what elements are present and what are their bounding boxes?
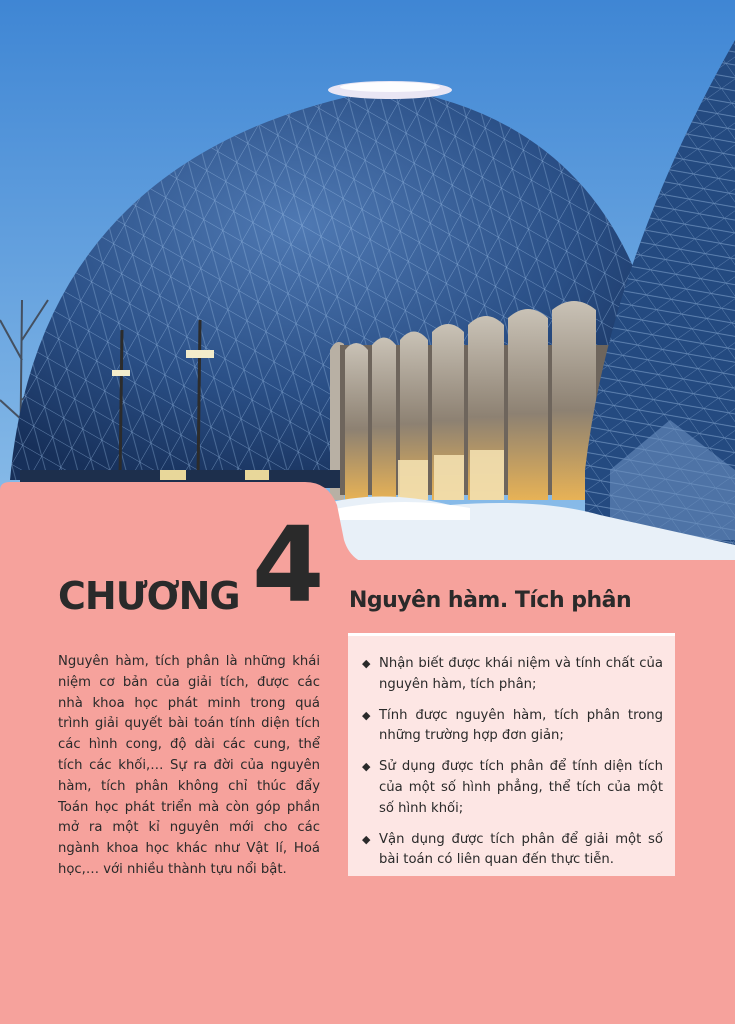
chapter-title: Nguyên hàm. Tích phân: [349, 588, 632, 613]
objective-item: [362, 654, 663, 696]
diamond-bullet-icon: ◆: [362, 760, 371, 774]
diamond-bullet-icon: ◆: [362, 708, 371, 722]
chapter-label: CHƯƠNG: [58, 574, 240, 618]
diamond-bullet-icon: ◆: [362, 832, 371, 846]
chapter-intro-paragraph: Nguyên hàm, tích phân là những khái niệm cơ bản của giải tích, được các nhà khoa học phát minh trong quá trình giải quyết bài toán tính diện tích các hình cong, độ dài các cung, thể tích các khối,… Sự ra đời của nguyên hàm, tích phân không chỉ thúc đẩy Toán học phát triển mà còn góp phần mở ra một kỉ nguyên mới cho các ngành khoa học khác như Vật lí, Hoá học,… với nhiều thành tựu nổi bật.: [58, 654, 320, 877]
objective-item: [362, 706, 663, 748]
objective-item: [362, 757, 663, 819]
chapter-number: 4: [252, 504, 325, 626]
learning-objectives-box: [348, 633, 675, 876]
objective-item: [362, 830, 663, 872]
objective-text: Nhận biết được khái niệm và tính chất của nguyên hàm, tích phân;: [379, 656, 663, 692]
objective-text: Tính được nguyên hàm, tích phân trong những trường hợp đơn giản;: [379, 707, 663, 744]
objective-text: Vận dụng được tích phân để giải một số bài toán có liên quan đến thực tiễn.: [379, 831, 663, 868]
objective-text: Sử dụng được tích phân để tính diện tích của một số hình phẳng, thể tích của một số hình khối;: [379, 759, 663, 816]
diamond-bullet-icon: ◆: [362, 657, 371, 670]
